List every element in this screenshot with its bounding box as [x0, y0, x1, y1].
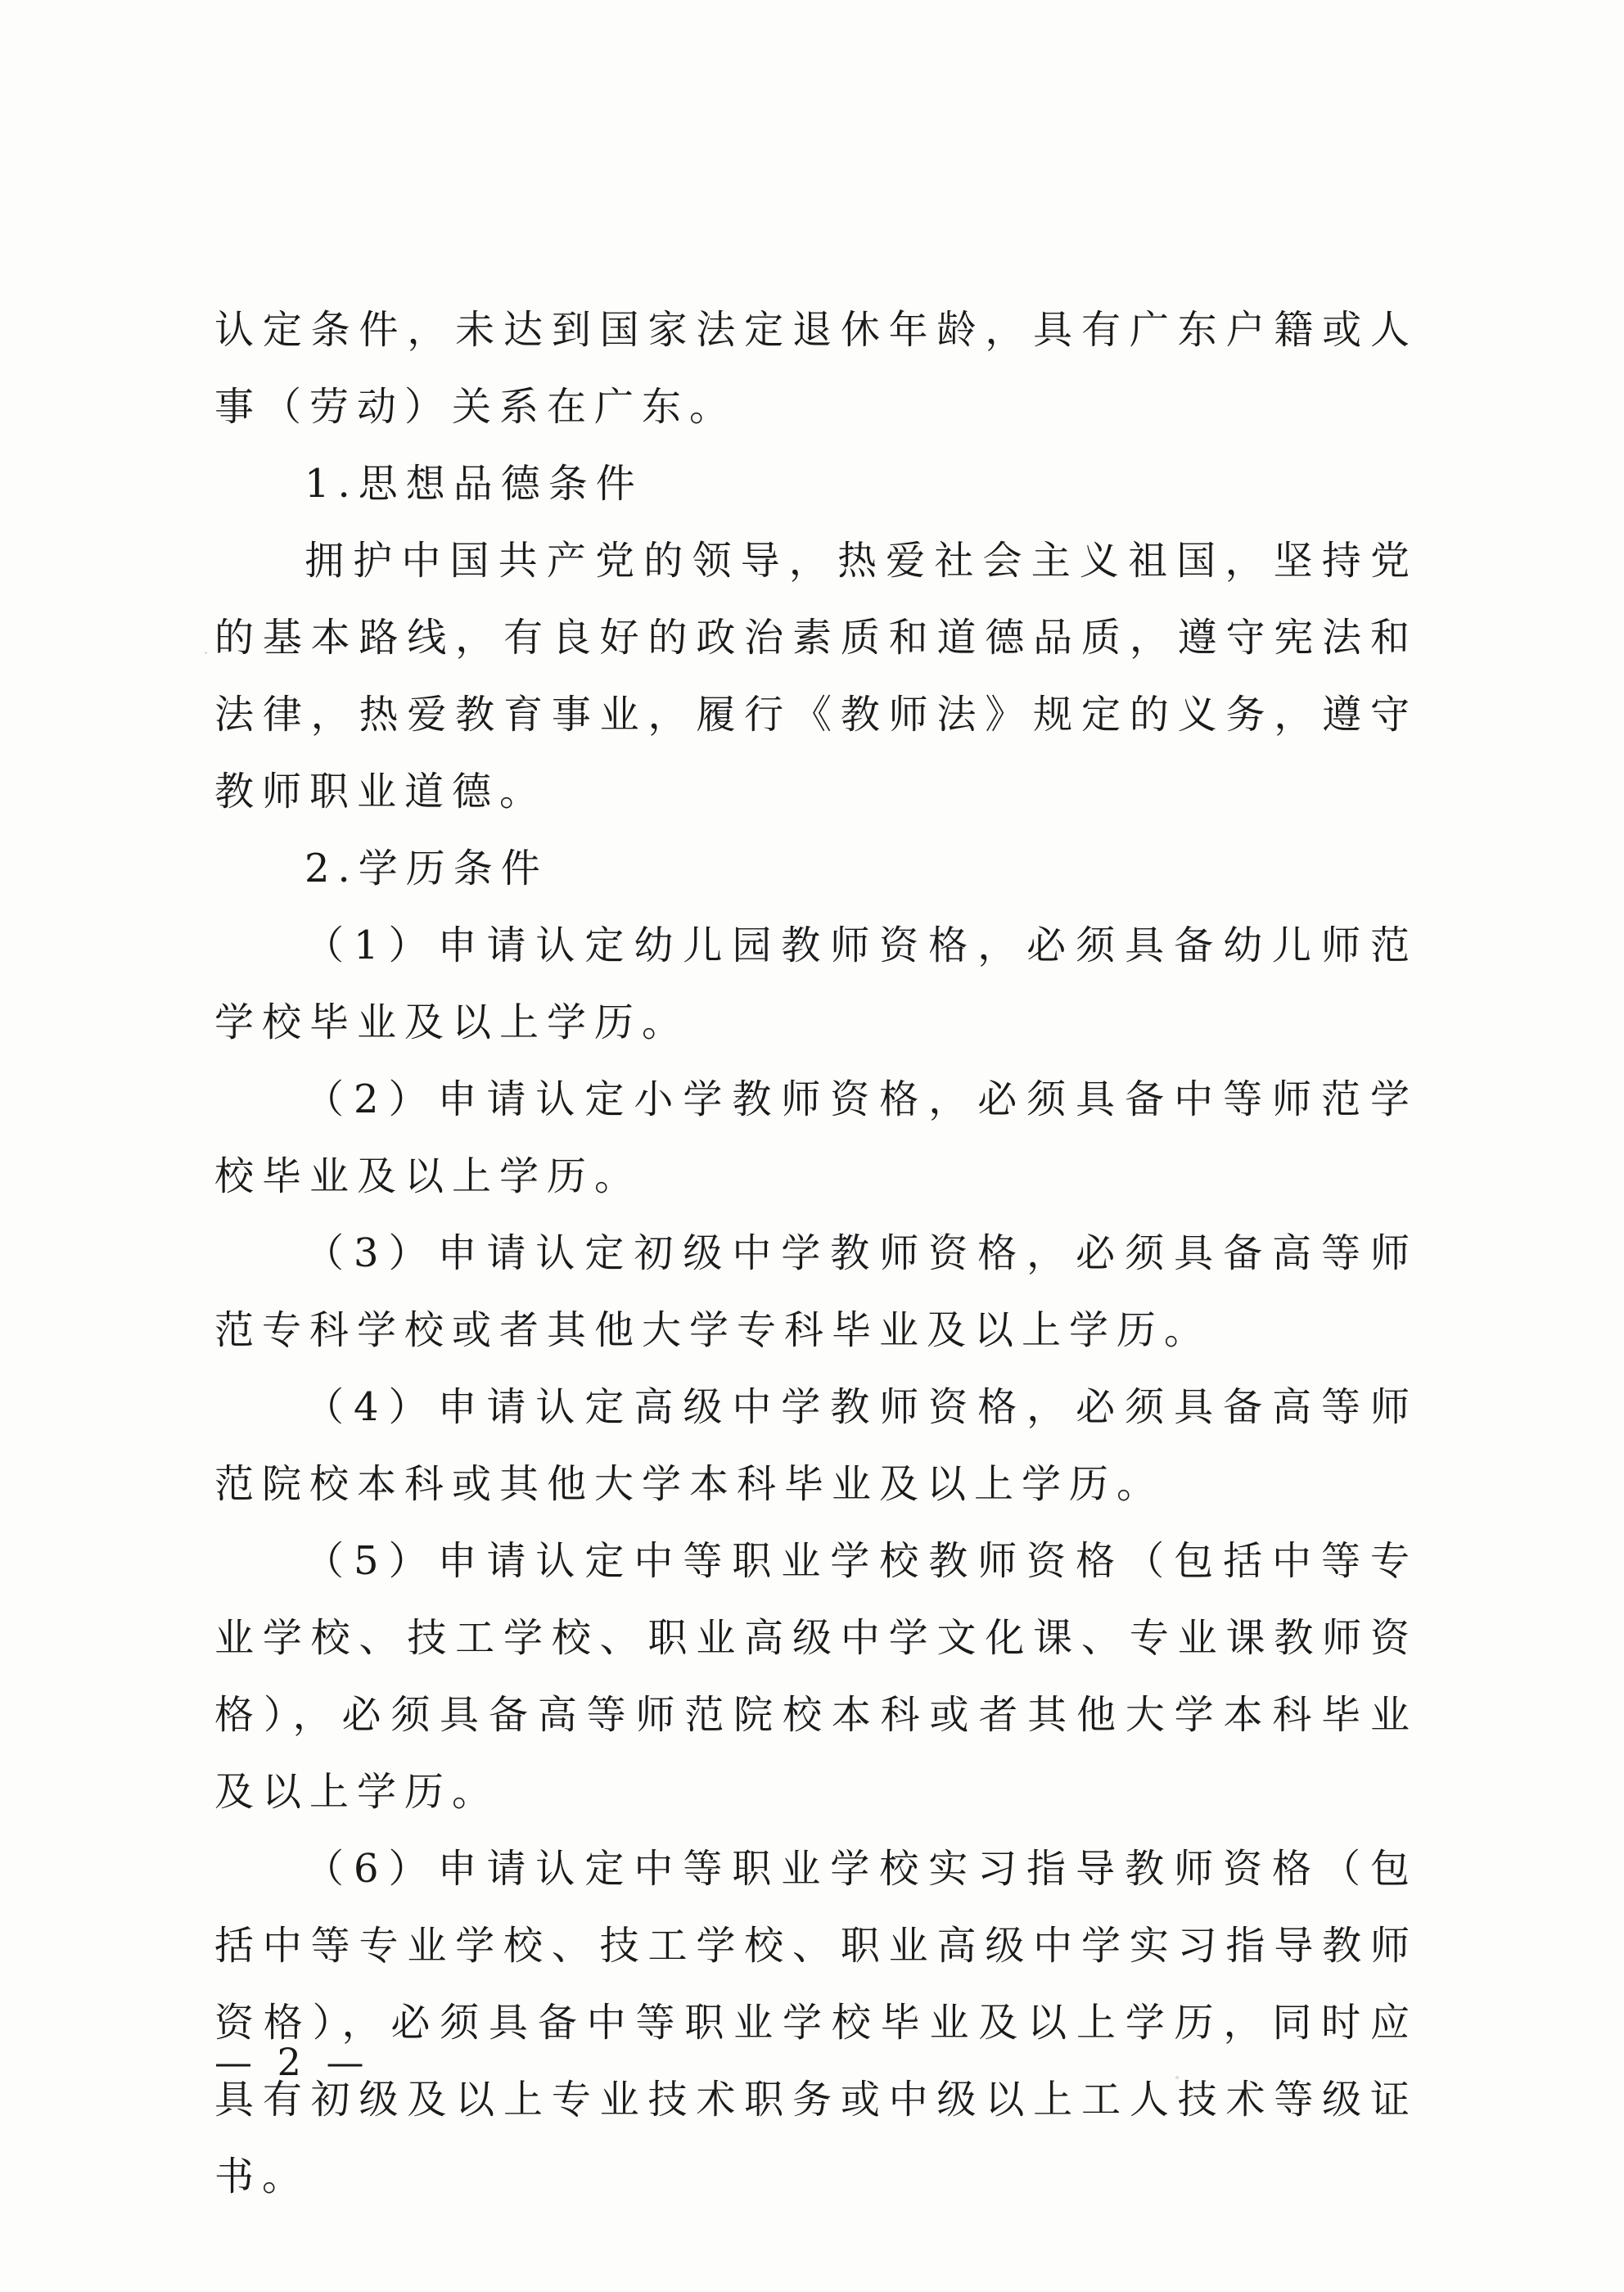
page-number: — 2 —: [214, 2040, 371, 2084]
scan-speck: [205, 652, 207, 654]
paragraph-primary-school: （2）申请认定小学教师资格，必须具备中等师范学校毕业及以上学历。: [214, 1076, 1418, 1199]
paragraph-senior-high: （4）申请认定高级中学教师资格，必须具备高等师范院校本科或其他大学本科毕业及以上学历。: [214, 1384, 1418, 1507]
paragraph-junior-high: （3）申请认定初级中学教师资格，必须具备高等师范专科学校或者其他大学专科毕业及以上学历。: [214, 1230, 1418, 1353]
heading-education-conditions: 2.学历条件: [304, 846, 548, 891]
heading-moral-conditions: 1.思想品德条件: [304, 461, 643, 507]
paragraph-vocational-teacher: （5）申请认定中等职业学校教师资格（包括中等专业学校、技工学校、职业高级中学文化课、专业课教师资格），必须具备高等师范院校本科或者其他大学本科毕业及以上学历。: [214, 1538, 1418, 1815]
paragraph-moral-conditions: 拥护中国共产党的领导，热爱社会主义祖国，坚持党的基本路线，有良好的政治素质和道德品质，遵守宪法和法律，热爱教育事业，履行《教师法》规定的义务，遵守教师职业道德。: [214, 538, 1418, 814]
document-body: [214, 291, 1418, 2215]
paragraph-eligibility-continued: 认定条件，未达到国家法定退休年龄，具有广东户籍或人事（劳动）关系在广东。: [214, 307, 1418, 430]
paragraph-vocational-instructor: （6）申请认定中等职业学校实习指导教师资格（包括中等专业学校、技工学校、职业高级中学实习指导教师资格），必须具备中等职业学校毕业及以上学历，同时应具有初级及以上专业技术职务或中级以上工人技术等级证书。: [214, 1846, 1418, 2200]
paragraph-kindergarten: （1）申请认定幼儿园教师资格，必须具备幼儿师范学校毕业及以上学历。: [214, 923, 1418, 1045]
